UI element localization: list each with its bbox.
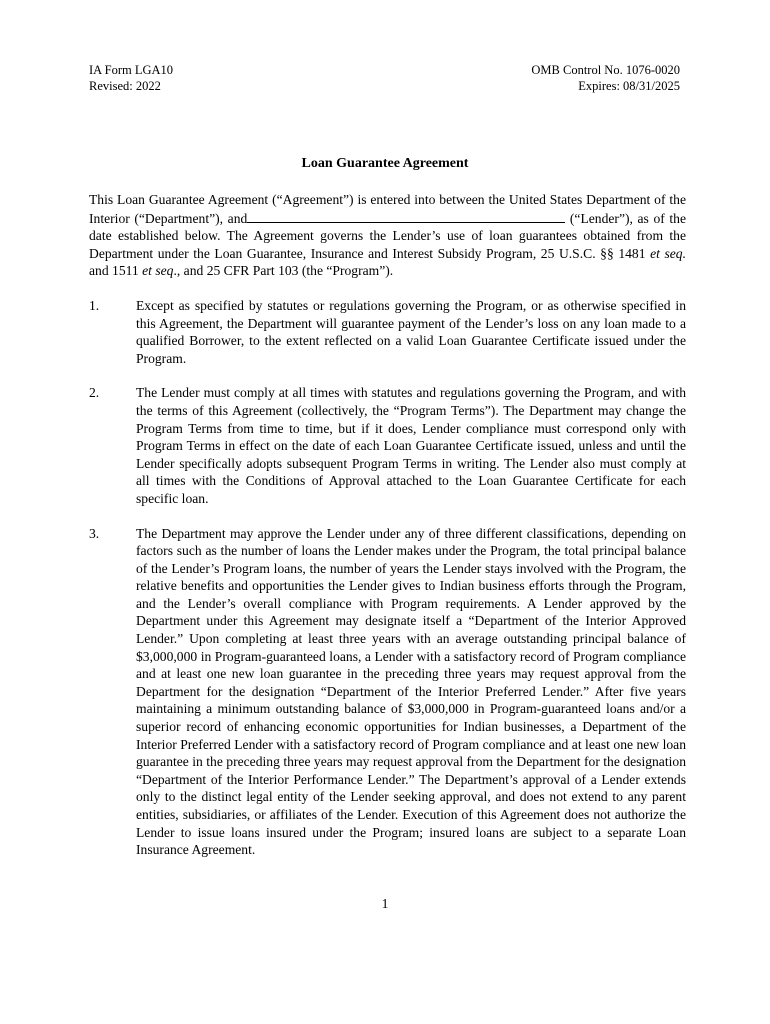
item-number: 2. — [89, 385, 100, 401]
numbered-item — [89, 525, 686, 859]
item-text: Except as specified by statutes or regulations governing the Program, or as otherwise specified in this Agreement, the Department will guarantee payment of the Lender’s loss on any loan made to a qualified Borrower, to the extent reflected on a valid Loan Guarantee Certificate issued under the Program. — [136, 297, 686, 366]
omb-control-number: OMB Control No. 1076-0020 — [531, 63, 680, 77]
intro-part-3: and 1511 — [89, 263, 139, 279]
document-title: Loan Guarantee Agreement — [301, 156, 469, 171]
intro-part-4: ., and 25 CFR Part 103 (the “Program”). — [173, 263, 394, 279]
et-seq-2: et seq — [142, 263, 174, 279]
header-left — [89, 62, 173, 94]
numbered-item — [89, 384, 686, 507]
item-number: 3. — [89, 525, 100, 541]
document-body — [89, 191, 686, 859]
form-id: IA Form LGA10 — [89, 63, 174, 77]
lender-name-blank[interactable] — [247, 209, 565, 223]
numbered-item — [89, 297, 686, 367]
item-text: The Lender must comply at all times with statutes and regulations governing the Program, and with the terms of this Agreement (collectively, the “Program Terms”). The Department may change the Program Terms from time to time, but if it does, Lender compliance must correspond only with Program Terms in effect on the date of each Loan Guarantee Certificate issued, unless and until the Lender specifically adopts subsequent Program Terms in writing. The Lender also must comply at all times with the Conditions of Approval attached to the Loan Guarantee Certificate for each specific loan. — [136, 385, 686, 506]
revised-date: Revised: 2022 — [89, 79, 161, 93]
intro-part-2: (“Lender”), as of the date established below. The Agreement governs the Lender’s use of loan guarantees obtained from the Department under the Loan Guarantee, Insurance and Interest Subsidy Program, 25 U.S.C. §§ 1481 — [89, 210, 686, 261]
page-number: 1 — [381, 896, 389, 911]
intro-paragraph — [89, 191, 686, 280]
expiration-date: Expires: 08/31/2025 — [578, 79, 680, 93]
intro-part-1: This Loan Guarantee Agreement (“Agreement”) is entered into between the United States Department of the Interior (“Department”), and — [89, 192, 686, 226]
et-seq-1: et seq. — [650, 245, 686, 261]
item-number: 1. — [89, 297, 100, 313]
item-text: The Department may approve the Lender under any of three different classifications, depending on factors such as the number of loans the Lender makes under the Program, the total principal balance of the Lender’s Program loans, the number of years the Lender stays involved with the Program, the relative benefits and opportunities the Lender gives to Indian business efforts through the Program, and the Lender’s overall compliance with Program requirements. A Lender approved by the Department under this Agreement may designate itself a “Department of the Interior Approved Lender.” Upon completing at least three years with an average outstanding principal balance of $3,000,000 in Program-guaranteed loans, a Lender with a satisfactory record of Program compliance and at least one new loan guarantee in the preceding three years may request approval from the Department for the designation “Department of the Interior Preferred Lender.” After five years maintaining a minimum outstanding balance of $3,000,000 in Program-guaranteed loans and/or a superior record of enhancing economic opportunities for Indian businesses, a Department of the Interior Preferred Lender with a satisfactory record of Program compliance and at least one new loan guarantee in the preceding three years may request approval from the Department for the designation “Department of the Interior Performance Lender.” The Department’s approval of a Lender extends only to the distinct legal entity of the Lender seeking approval, and does not extend to any parent entities, subsidiaries, or affiliates of the Lender. Execution of this Agreement does not authorize the Lender to issue loans insured under the Program; insured loans are subject to a separate Loan Insurance Agreement. — [136, 525, 686, 858]
header-right — [531, 62, 680, 94]
